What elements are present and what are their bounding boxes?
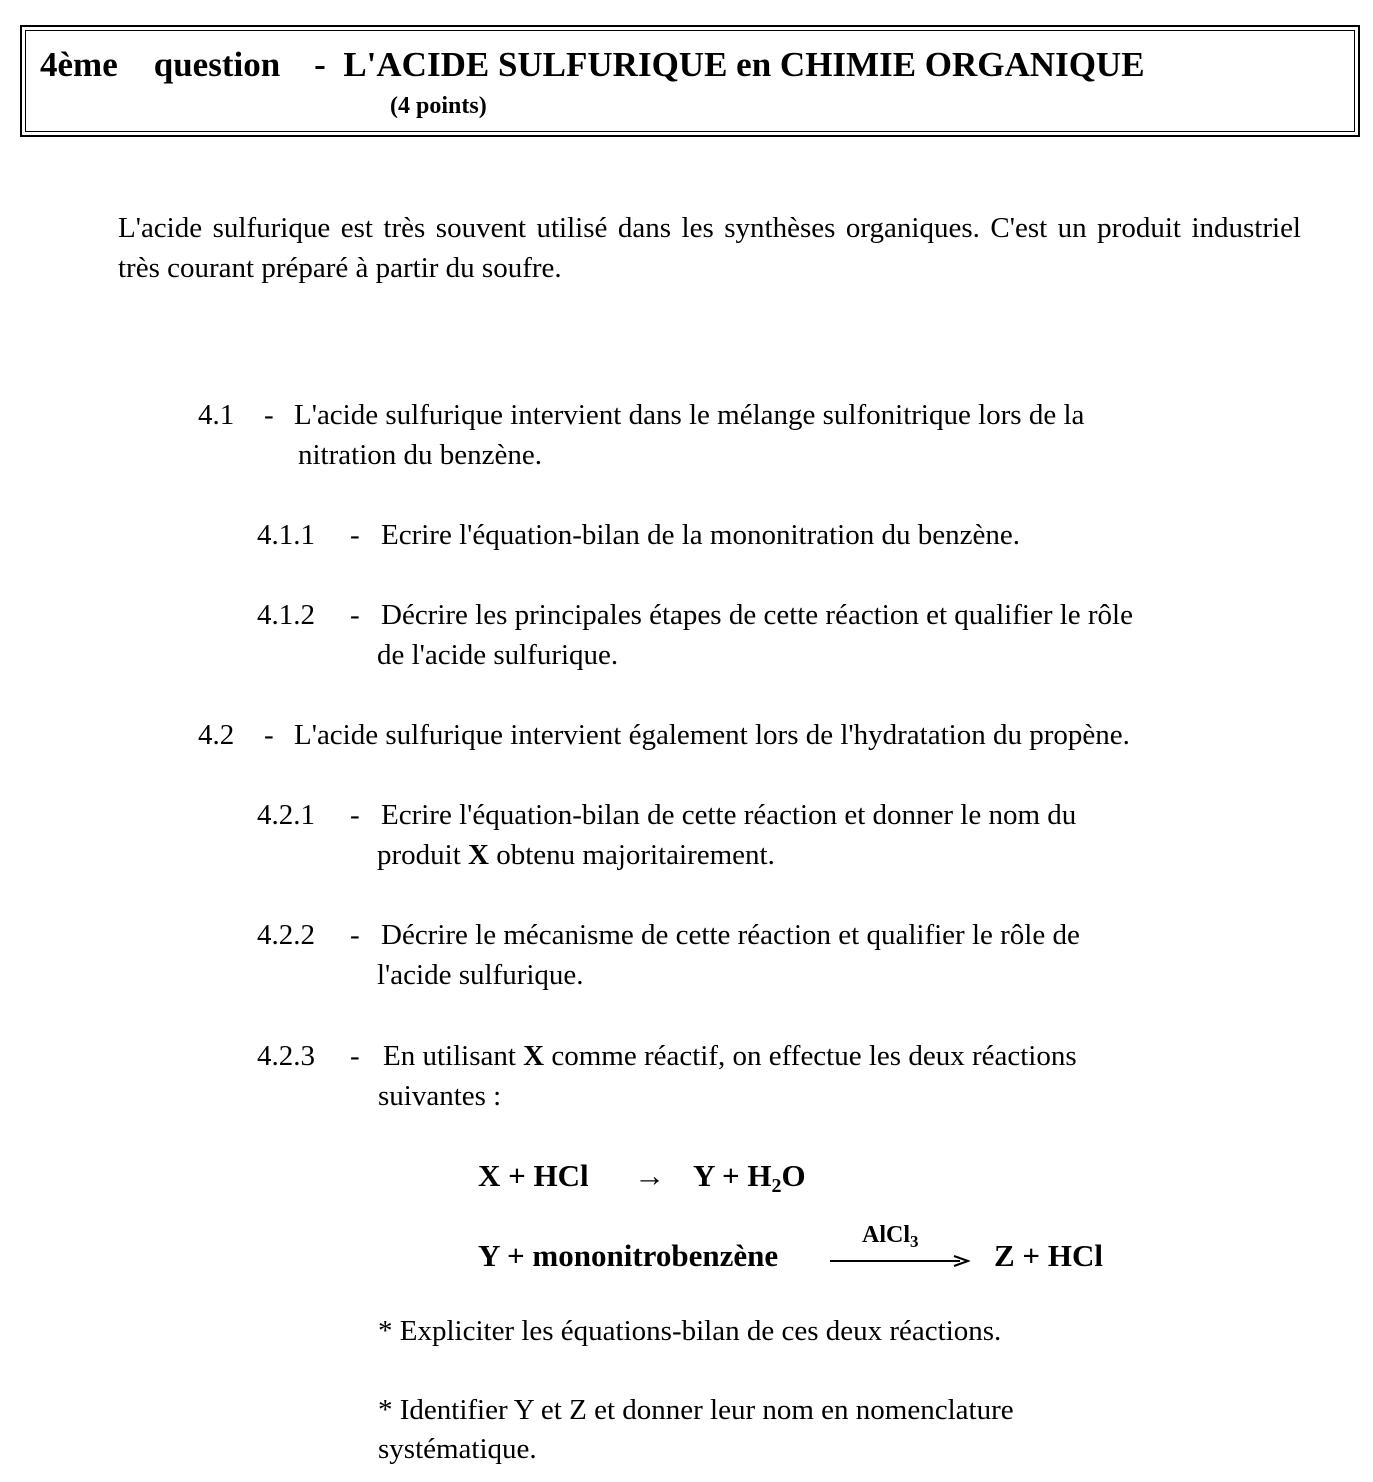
title-box [20, 25, 1360, 137]
q412-dash: - [350, 599, 360, 631]
catalyst-a: AlCl [862, 1222, 910, 1248]
q421-text-c: obtenu majoritairement. [496, 839, 775, 871]
q412-number: 4.1.2 [257, 599, 315, 631]
q42-dash: - [264, 719, 274, 751]
question-number: 4ème [40, 45, 118, 84]
q411-text-line1: Ecrire l'équation-bilan de la mononitration du benzène. [381, 519, 1020, 551]
catalyst-subscript: 3 [910, 1232, 919, 1251]
equation-1-left: X + HCl [478, 1158, 589, 1193]
points-label: (4 points) [390, 93, 487, 119]
equation-1-arrow: → [634, 1158, 665, 1193]
q41-dash: - [264, 399, 274, 431]
equation-2-left: Y + mononitrobenzène [478, 1238, 779, 1273]
q422-dash: - [350, 919, 360, 951]
task-2-line2: systématique. [378, 1433, 537, 1465]
eq1-right-a: Y + H [693, 1158, 772, 1193]
q422-number: 4.2.2 [257, 919, 315, 951]
q411-dash: - [350, 519, 360, 551]
catalyst-label [862, 1222, 919, 1252]
q412-text-line2: de l'acide sulfurique. [377, 639, 619, 671]
q423-text-a: En utilisant [383, 1040, 516, 1072]
q41-number: 4.1 [198, 399, 235, 431]
eq1-right-b: O [781, 1158, 806, 1193]
q41-text-line1: L'acide sulfurique intervient dans le mélange sulfonitrique lors de la [294, 399, 1085, 431]
q423-text-c: comme réactif, on effectue les deux réactions [551, 1040, 1077, 1072]
question-word: question [153, 45, 281, 84]
q41-text-line2: nitration du benzène. [298, 439, 542, 471]
q42-text-line1: L'acide sulfurique intervient également lors de l'hydratation du propène. [294, 719, 1130, 751]
reactant-x-label: X [523, 1040, 545, 1072]
equation-2-right: Z + HCl [994, 1238, 1103, 1273]
question-subject: L'ACIDE SULFURIQUE en CHIMIE ORGANIQUE [343, 45, 1145, 84]
q421-text-line2 [377, 835, 775, 875]
q422-text-line2: l'acide sulfurique. [377, 959, 584, 991]
title-dash: - [314, 45, 326, 84]
task-2-line1: * Identifier Y et Z et donner leur nom en nomenclature [378, 1394, 1014, 1426]
q421-text-line1: Ecrire l'équation-bilan de cette réaction et donner le nom du [381, 799, 1077, 831]
q423-number: 4.2.3 [257, 1040, 315, 1072]
q423-text-line1 [383, 1036, 1077, 1076]
q423-dash: - [350, 1040, 360, 1072]
question-title [40, 45, 1145, 85]
intro-paragraph: L'acide sulfurique est très souvent utilisé dans les synthèses organiques. C'est un produit industriel très courant préparé à partir du soufre. [118, 212, 1301, 284]
q421-number: 4.2.1 [257, 799, 315, 831]
product-x-label: X [468, 839, 489, 871]
q412-text-line1: Décrire les principales étapes de cette réaction et qualifier le rôle [381, 599, 1133, 631]
q423-text-line2: suivantes : [378, 1080, 502, 1112]
eq1-subscript: 2 [771, 1175, 782, 1197]
q421-text-a: produit [377, 839, 461, 871]
q411-number: 4.1.1 [257, 519, 315, 551]
task-1: * Expliciter les équations-bilan de ces deux réactions. [378, 1315, 1002, 1347]
equation-1-right [693, 1156, 806, 1206]
q42-number: 4.2 [198, 719, 235, 751]
reaction-arrow-icon [830, 1254, 970, 1268]
q422-text-line1: Décrire le mécanisme de cette réaction et qualifier le rôle de [381, 919, 1080, 951]
q421-dash: - [350, 799, 360, 831]
